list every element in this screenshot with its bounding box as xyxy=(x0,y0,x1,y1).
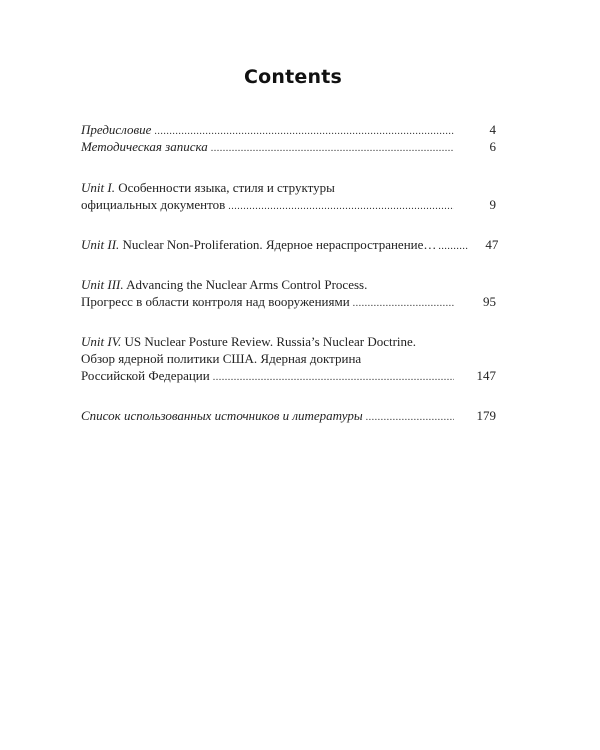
unit-number: Unit IV. xyxy=(81,334,122,349)
unit-number: Unit I. xyxy=(81,180,115,195)
toc-entry-label: Список использованных источников и литературы xyxy=(81,408,363,423)
toc-entry-unit-2[interactable] xyxy=(81,236,499,253)
dot-leader xyxy=(228,198,454,215)
toc-page-number: 6 xyxy=(489,139,496,154)
dot-leader xyxy=(366,409,454,426)
toc-entry-title-continued: Российской Федерации xyxy=(81,368,210,383)
toc-page-number: 9 xyxy=(489,197,496,212)
toc-entry-methodical-note[interactable] xyxy=(81,138,496,155)
toc-entry-title: US Nuclear Posture Review. Russia’s Nuclear Doctrine. xyxy=(124,334,417,349)
dot-leader xyxy=(213,369,454,386)
unit-number: Unit II. xyxy=(81,237,120,252)
dot-leader xyxy=(211,140,454,157)
toc-entry-preface[interactable] xyxy=(81,121,496,138)
toc-entry-unit-3[interactable] xyxy=(81,276,496,310)
toc-entry-label: Предисловие xyxy=(81,122,152,137)
toc-page-number: 95 xyxy=(483,294,496,309)
toc-page-number: 47 xyxy=(485,237,499,252)
table-of-contents xyxy=(81,121,499,424)
toc-entry-title-continued: официальных документов xyxy=(81,197,226,212)
toc-page-number: 147 xyxy=(476,368,496,383)
toc-entry-title: Nuclear Non-Proliferation. Ядерное нераспространение… xyxy=(122,237,437,252)
toc-entry-unit-4[interactable] xyxy=(81,333,496,384)
dot-leader: .......... xyxy=(438,241,469,252)
toc-entry-title-continued: Обзор ядерной политики США. Ядерная доктрина xyxy=(81,351,362,366)
toc-page-number: 4 xyxy=(489,122,496,137)
toc-entry-bibliography[interactable] xyxy=(81,407,496,424)
toc-entry-label: Методическая записка xyxy=(81,139,208,154)
dot-leader xyxy=(353,295,454,312)
toc-entry-title: Особенности языка, стиля и структуры xyxy=(118,180,335,195)
toc-entry-title: Advancing the Nuclear Arms Control Process. xyxy=(126,277,368,292)
toc-page-number: 179 xyxy=(476,408,496,423)
unit-number: Unit III. xyxy=(81,277,124,292)
toc-entry-title-continued: Прогресс в области контроля над вооружениями xyxy=(81,294,350,309)
toc-entry-unit-1[interactable] xyxy=(81,179,496,213)
page-title: Contents xyxy=(243,66,342,88)
